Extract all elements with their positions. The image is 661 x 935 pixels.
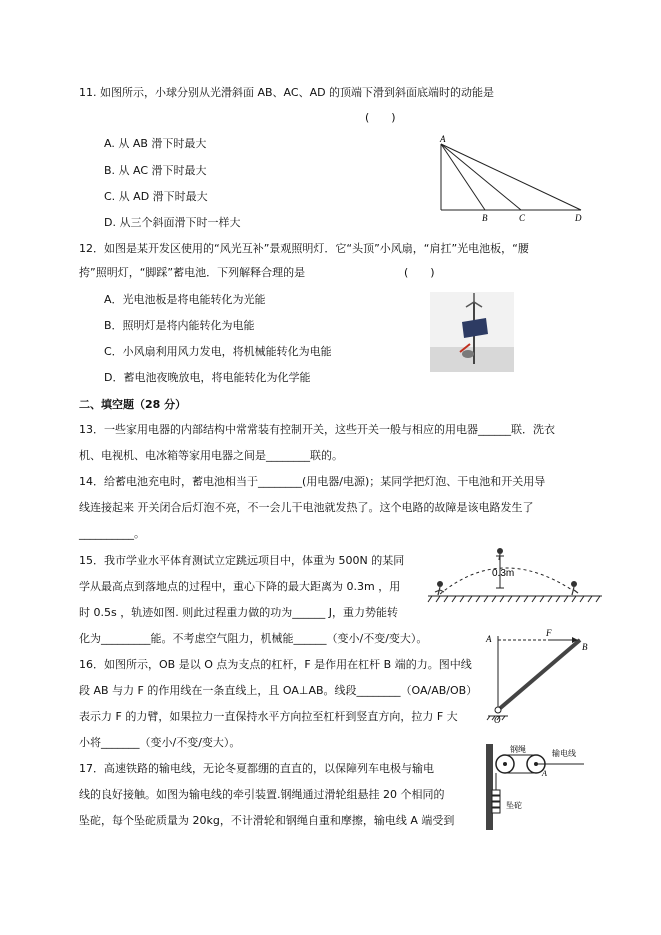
pivot-o bbox=[495, 707, 501, 713]
label-c: C bbox=[519, 213, 526, 222]
q12-paren: ( ) bbox=[404, 266, 435, 279]
jumper-land-icon bbox=[571, 581, 578, 595]
wind-solar-lamp-photo bbox=[430, 292, 514, 372]
q12-option-d: D．蓄电池夜晚放电，将电能转化为化学能 bbox=[104, 371, 311, 384]
q16-line2: 段 AB 与力 F 的作用线在一条直线上，且 OA⊥AB。线段________（OA/AB/OB） bbox=[79, 684, 478, 697]
q17-pulley-figure bbox=[484, 742, 604, 832]
incline-ad bbox=[441, 144, 581, 210]
q16-lever-figure bbox=[480, 626, 590, 724]
label-a: A bbox=[542, 769, 547, 778]
label-counterweight: 坠砣 bbox=[506, 801, 522, 810]
q12-option-c: C．小风扇利用风力发电，将机械能转化为电能 bbox=[104, 345, 332, 358]
q14-line2: 线连接起来 开关闭合后灯泡不亮，不一会儿干电池就发热了。这个电路的故障是该电路发生了 bbox=[79, 501, 534, 514]
mast-pole bbox=[486, 744, 493, 830]
q11-option-d: D. 从三个斜面滑下时一样大 bbox=[104, 216, 241, 229]
label-a: A bbox=[440, 134, 446, 144]
counterweight-stack bbox=[492, 790, 500, 813]
label-f: F bbox=[546, 628, 552, 638]
lamp-head-icon bbox=[462, 350, 474, 358]
q14-line3: __________。 bbox=[79, 527, 145, 540]
q11-option-a: A. 从 AB 滑下时最大 bbox=[104, 137, 207, 150]
q15-line2: 学从最高点到落地点的过程中，重心下降的最大距离为 0.3m ，用 bbox=[79, 580, 401, 593]
q11-incline-figure bbox=[436, 134, 586, 222]
label-steel-rope: 钢绳 bbox=[510, 745, 526, 754]
incline-ac bbox=[441, 144, 521, 210]
q13-line1: 13．一些家用电器的内部结构中常常装有控制开关，这些开关一般与相应的用电器______联．洗衣 bbox=[79, 423, 555, 436]
q11-option-c: C. 从 AD 滑下时最大 bbox=[104, 190, 208, 203]
q15-line1: 15．我市学业水平体育测试立定跳远项目中，体重为 500N 的某同 bbox=[79, 554, 405, 567]
q13-line2: 机、电视机、电冰箱等家用电器之间是________联的。 bbox=[79, 449, 343, 462]
label-b: B bbox=[582, 642, 588, 652]
label-o: O bbox=[494, 715, 501, 724]
label-d: D bbox=[575, 213, 582, 222]
q11-paren: ( ) bbox=[365, 111, 396, 124]
label-b: B bbox=[482, 213, 488, 222]
q12-option-a: A．光电池板是将电能转化为光能 bbox=[104, 293, 266, 306]
q16-line3: 表示力 F 的力臂，如果拉力一直保持水平方向拉至杠杆到竖直方向，拉力 F 大 bbox=[79, 710, 458, 723]
q12-line1: 12．如图是某开发区使用的“风光互补”景观照明灯．它“头顶”小风扇，“肩扛”光电池板，“腰 bbox=[79, 242, 529, 255]
q14-line1: 14．给蓄电池充电时，蓄电池相当于________(用电器/电源)；某同学把灯泡、干电池和开关用导 bbox=[79, 475, 546, 488]
q17-line2: 线的良好接触。如图为输电线的牵引装置.钢绳通过滑轮组悬挂 20 个相同的 bbox=[79, 788, 445, 801]
q15-line3: 时 0.5s ，轨迹如图. 则此过程重力做的功为______ J，重力势能转 bbox=[79, 606, 398, 619]
label-a: A bbox=[486, 634, 492, 644]
q12-line2: 挎”照明灯，“脚踩”蓄电池．下列解释合理的是 bbox=[79, 266, 306, 279]
q16-line4: 小将_______（变小/不变/变大）。 bbox=[79, 736, 241, 749]
q15-line4: 化为_________能。不考虑空气阻力，机械能______（变小/不变/变大）。 bbox=[79, 632, 428, 645]
q11-option-b: B. 从 AC 滑下时最大 bbox=[104, 164, 207, 177]
label-power-line: 输电线 bbox=[552, 749, 576, 758]
ground-hatching bbox=[428, 596, 600, 602]
q15-long-jump-figure bbox=[426, 546, 606, 604]
q11-stem: 11. 如图所示，小球分别从光滑斜面 AB、AC、AD 的顶端下滑到斜面底端时的动能是 bbox=[79, 86, 495, 99]
lever-ob bbox=[498, 640, 580, 710]
q12-option-b: B．照明灯是将内能转化为电能 bbox=[104, 319, 255, 332]
q16-line1: 16．如图所示，OB 是以 O 点为支点的杠杆，F 是作用在杠杆 B 端的力。图中线 bbox=[79, 658, 472, 671]
q17-line1: 17．高速铁路的输电线，无论冬夏都绷的直直的，以保障列车电极与输电 bbox=[79, 762, 434, 775]
q17-line3: 坠砣，每个坠砣质量为 20kg，不计滑轮和钢绳自重和摩擦，输电线 A 端受到 bbox=[79, 814, 455, 827]
height-label: 0.3m bbox=[492, 568, 515, 579]
jumper-start-icon bbox=[435, 581, 444, 595]
section-2-heading: 二、填空题（28 分） bbox=[79, 398, 187, 411]
